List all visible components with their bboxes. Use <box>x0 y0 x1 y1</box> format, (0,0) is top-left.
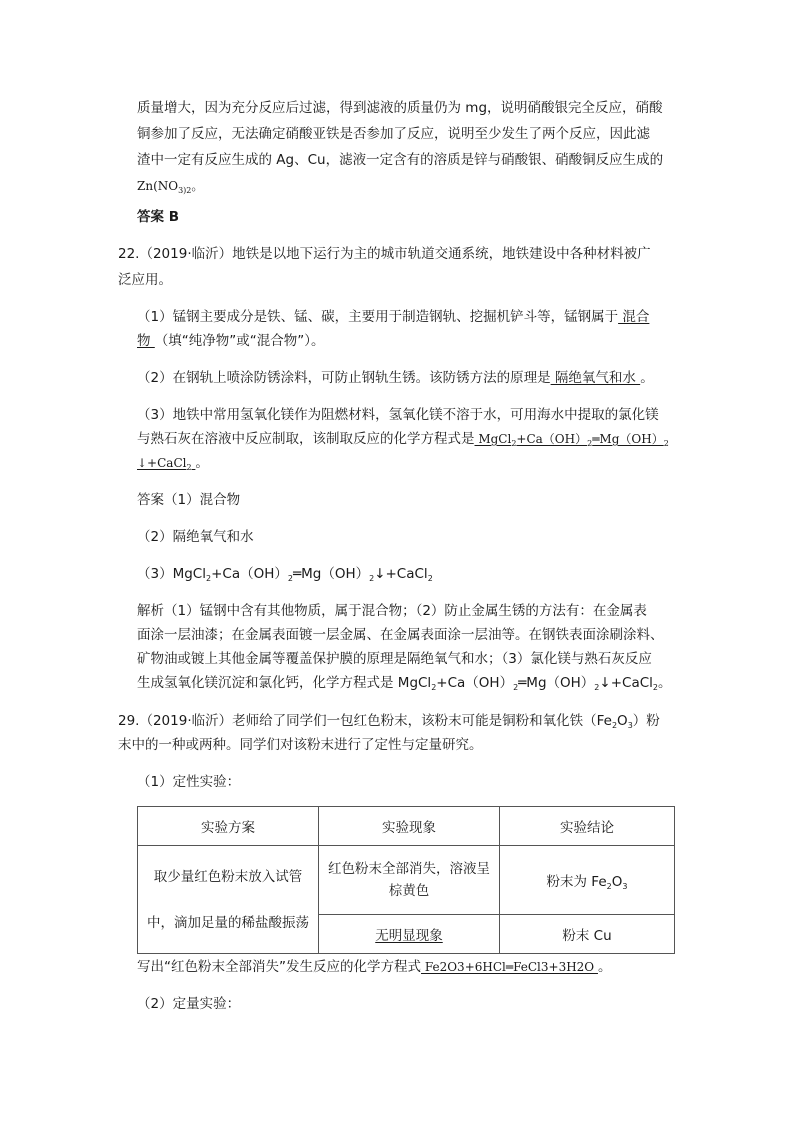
q29-stem-text-end: ）粉 <box>632 713 660 729</box>
subscript: 2 <box>369 574 375 583</box>
formula-part: O <box>611 873 623 890</box>
subscript: 2 <box>594 683 600 692</box>
observation-2-answer: 无明显现象 <box>375 928 443 944</box>
q22-part1-line-2 <box>137 331 325 351</box>
punct: 。 <box>195 455 209 471</box>
subscript: 2 <box>606 881 612 891</box>
q29-part2-title: （2）定量实验： <box>137 996 241 1012</box>
q22-part3-text: 与熟石灰在溶液中反应制取，该制取反应的化学方程式是 <box>137 431 475 447</box>
punct: 。 <box>657 675 672 691</box>
eq-part: ═Mg（OH） <box>518 675 595 691</box>
eq-part: MgCl <box>474 432 512 446</box>
formula-text: Zn(NO <box>137 179 179 193</box>
q22-part1-answer-cont: 物 <box>137 333 155 349</box>
q22-analysis-line-3: 矿物油或镀上其他金属等覆盖保护膜的原理是隔绝氧气和水；（3）氯化镁与熟石灰反应 <box>137 651 652 667</box>
q22-part2 <box>137 368 654 388</box>
header-plan: 实验方案 <box>138 807 319 846</box>
q29-write-text: 写出“红色粉末全部消失”发生反应的化学方程式 <box>137 959 421 975</box>
q29-part1-title: （1）定性实验： <box>137 774 241 790</box>
conclusion-text: 粉末为 Fe <box>546 873 607 890</box>
q22-part3-line-1: （3）地铁中常用氢氧化镁作为阻燃材料，氢氧化镁不溶于水，可用海水中提取的氯化镁 <box>137 407 659 423</box>
subscript: 2 <box>611 721 618 730</box>
analysis-text: 生成氢氧化镁沉淀和氯化钙，化学方程式是 MgCl <box>137 675 432 691</box>
q22-analysis-line-2: 面涂一层油漆；在金属表面镀一层金属、在金属表面涂一层油等。在钢铁表面涂刷涂料、 <box>137 627 664 643</box>
subscript: 2 <box>287 574 293 583</box>
conclusion-cell-2: 粉末 Cu <box>500 915 675 954</box>
table-row <box>138 846 675 915</box>
q22-analysis-line-1: 解析（1）锰钢中含有其他物质，属于混合物；（2）防止金属生锈的方法有：在金属表 <box>137 603 647 619</box>
q29-equation-answer: Fe2O3+6HCl═FeCl3+3H2O <box>421 960 598 974</box>
q22-analysis-line-4 <box>137 673 671 698</box>
q22-part3-line-2 <box>137 429 669 454</box>
experiment-table <box>137 806 675 954</box>
q29-stem-line-2: 末中的一种或两种。同学们对该粉末进行了定性与定量研究。 <box>118 737 483 753</box>
subscript: 2 <box>511 439 517 448</box>
subscript: 2 <box>652 683 658 692</box>
eq-part: ═Mg（OH） <box>592 432 664 446</box>
plan-line-1: 取少量红色粉末放入试管 <box>153 868 303 885</box>
q22-answer-2: （2）隔绝氧气和水 <box>137 529 254 545</box>
subscript: 2 <box>587 439 593 448</box>
header-conclusion: 实验结论 <box>500 807 675 846</box>
q22-answer-3 <box>137 564 433 589</box>
punct: 。 <box>597 959 612 975</box>
eq-part: +Ca（OH） <box>211 566 288 582</box>
observation-1-line-1: 红色粉末全部消失，溶液呈 <box>328 861 490 877</box>
eq-part: +Ca（OH） <box>516 432 588 446</box>
eq-part: +Ca（OH） <box>436 675 514 691</box>
observation-cell-1 <box>319 846 500 915</box>
q22-part1-hint: （填“纯净物”或“混合物”）。 <box>154 333 325 349</box>
analysis-line-2: 铜参加了反应，无法确定硝酸亚铁是否参加了反应，说明至少发生了两个反应，因此滤 <box>137 126 650 142</box>
eq-part: ↓+CaCl <box>374 566 428 582</box>
eq-part: ═Mg（OH） <box>292 566 370 582</box>
observation-1-line-2: 棕黄色 <box>388 883 430 899</box>
q22-part1-text: （1）锰钢主要成分是铁、锰、碳，主要用于制造钢轨、挖掘机铲斗等，锰钢属于 <box>137 309 619 325</box>
q29-stem-line-1 <box>118 711 660 736</box>
q22-part3-equation-cont <box>137 456 195 470</box>
subscript: 2 <box>663 439 669 448</box>
formula-part: O <box>617 713 628 729</box>
analysis-line-1: 质量增大，因为充分反应后过滤，得到滤液的质量仍为 mg，说明硝酸银完全反应，硝酸 <box>137 100 663 116</box>
eq-part: （3）MgCl <box>137 566 206 582</box>
subscript: 2 <box>205 574 212 583</box>
q22-part2-answer: 隔绝氧气和水 <box>550 370 641 386</box>
analysis-line-3: 渣中一定有反应生成的 Ag、Cu，滤液一定含有的溶质是锌与硝酸银、硝酸铜反应生成的 <box>137 152 664 168</box>
q22-part2-text: （2）在钢轨上喷涂防锈涂料，可防止钢轨生锈。该防锈方法的原理是 <box>137 370 551 386</box>
q22-answer-1: 答案（1）混合物 <box>137 492 241 508</box>
punct: 。 <box>640 370 654 386</box>
subscript: 2 <box>513 683 519 692</box>
plan-cell <box>138 846 319 954</box>
subscript: 2 <box>431 683 437 692</box>
q22-part1-answer: 混合 <box>618 309 650 325</box>
analysis-line-4 <box>137 176 203 201</box>
observation-cell-2 <box>319 915 500 954</box>
table-header-row <box>138 807 675 846</box>
q22-part3-line-3 <box>137 453 209 478</box>
subscript: 2 <box>186 463 192 472</box>
eq-part: ↓+CaCl <box>137 456 187 470</box>
subscript: 2 <box>427 574 433 583</box>
punct: 。 <box>191 179 204 193</box>
answer-prev: 答案 B <box>137 209 179 225</box>
subscript: 3 <box>622 881 628 891</box>
q22-stem-line-2: 泛应用。 <box>118 272 172 288</box>
q22-stem-line-1: 22.（2019·临沂）地铁是以地下运行为主的城市轨道交通系统，地铁建设中各种材料被广 <box>118 246 651 262</box>
q22-part1-line-1 <box>137 307 649 327</box>
eq-part: ↓+CaCl <box>599 675 653 691</box>
q22-part3-equation <box>475 432 669 446</box>
q29-write-equation <box>137 957 611 977</box>
q29-stem-text: 29.（2019·临沂）老师给了同学们一包红色粉末，该粉末可能是铜粉和氧化铁（Fe <box>118 713 612 729</box>
subscript: 3)2 <box>178 186 192 195</box>
header-observation: 实验现象 <box>319 807 500 846</box>
subscript: 3 <box>627 721 633 730</box>
plan-line-2: 中，滴加足量的稀盐酸振荡 <box>147 914 309 931</box>
conclusion-cell-1 <box>500 846 675 915</box>
